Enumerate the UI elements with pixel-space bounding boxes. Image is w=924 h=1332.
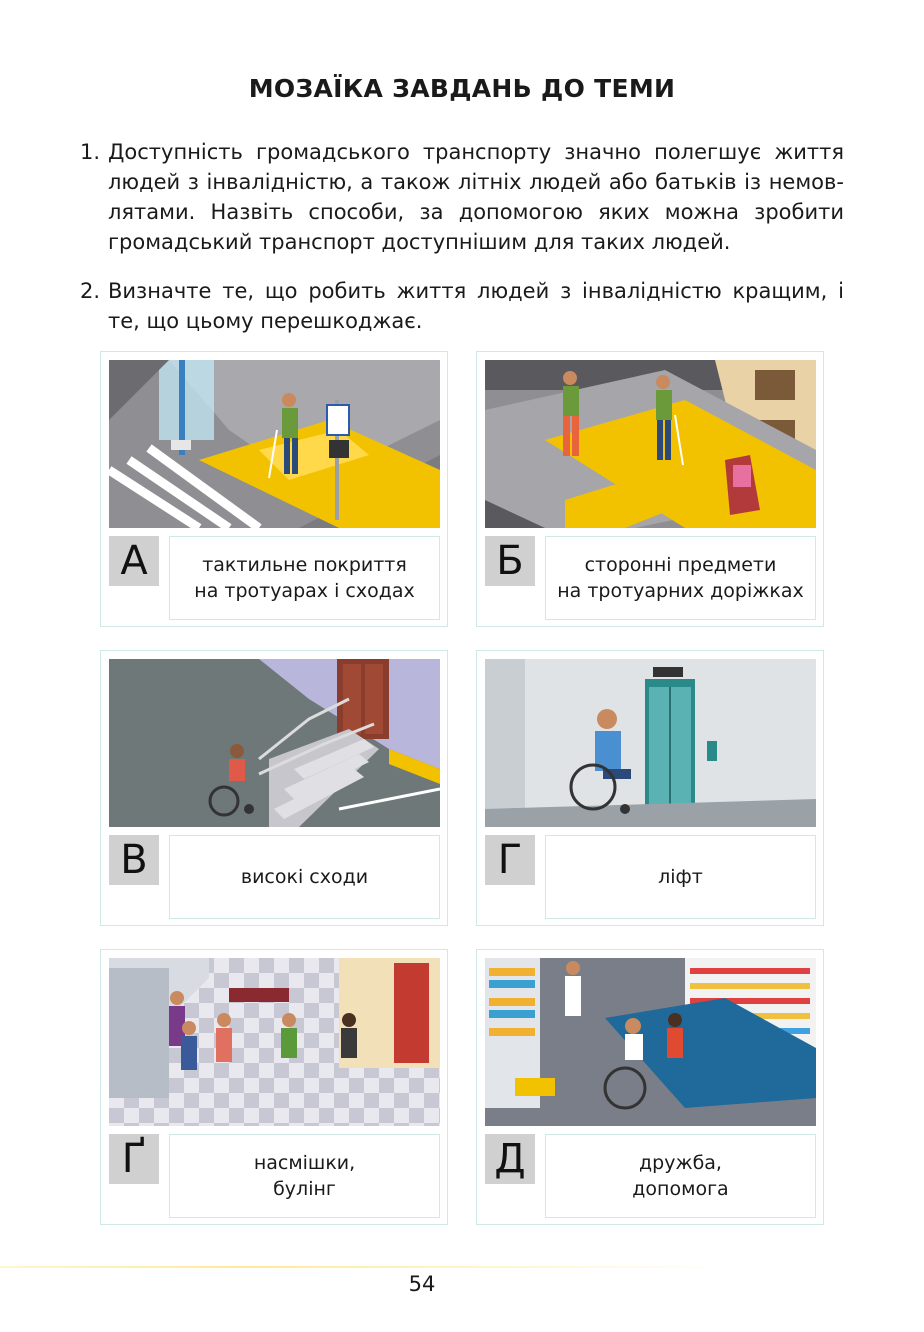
card-d: [476, 949, 824, 1225]
obstacle-sidewalk-illustration: [485, 360, 816, 528]
card-label: тактильне покриття на тротуарах і сходах: [169, 536, 440, 620]
card-letter: Б: [485, 536, 535, 586]
card-b: [476, 351, 824, 627]
bullying-illustration: [109, 958, 440, 1126]
card-label: високі сходи: [169, 835, 440, 919]
card-letter: В: [109, 835, 159, 885]
task-text: Визначте те, що робить життя людей з інвалідністю кращим, і те, що цьому перешкоджає.: [108, 279, 844, 333]
card-letter: Г: [485, 835, 535, 885]
task-number: 1.: [80, 140, 101, 164]
task-text: Доступність громадського транспорту значно полегшує життя людей з інвалідністю, а також літніх людей або батьків із немовлятами. Назвіть способи, за допомогою яких можна зробити громадський транспорт доступнішим для таких людей.: [108, 140, 844, 254]
footer-divider: [0, 1266, 740, 1268]
card-v: [100, 650, 448, 926]
card-label: сторонні предмети на тротуарних доріжках: [545, 536, 816, 620]
high-stairs-illustration: [109, 659, 440, 827]
page-number: 54: [408, 1272, 436, 1296]
card-g: [476, 650, 824, 926]
card-a: [100, 351, 448, 627]
friendship-help-illustration: [485, 958, 816, 1126]
card-gh: [100, 949, 448, 1225]
card-label: ліфт: [545, 835, 816, 919]
tactile-paving-illustration: [109, 360, 440, 528]
card-label: дружба, допомога: [545, 1134, 816, 1218]
card-letter: А: [109, 536, 159, 586]
task-1: [80, 137, 844, 257]
task-2: [80, 276, 844, 336]
card-letter: Ґ: [109, 1134, 159, 1184]
card-letter: Д: [485, 1134, 535, 1184]
task-number: 2.: [80, 279, 101, 303]
elevator-illustration: [485, 659, 816, 827]
page-title: МОЗАЇКА ЗАВДАНЬ ДО ТЕМИ: [248, 74, 676, 103]
card-label: насмішки, булінг: [169, 1134, 440, 1218]
